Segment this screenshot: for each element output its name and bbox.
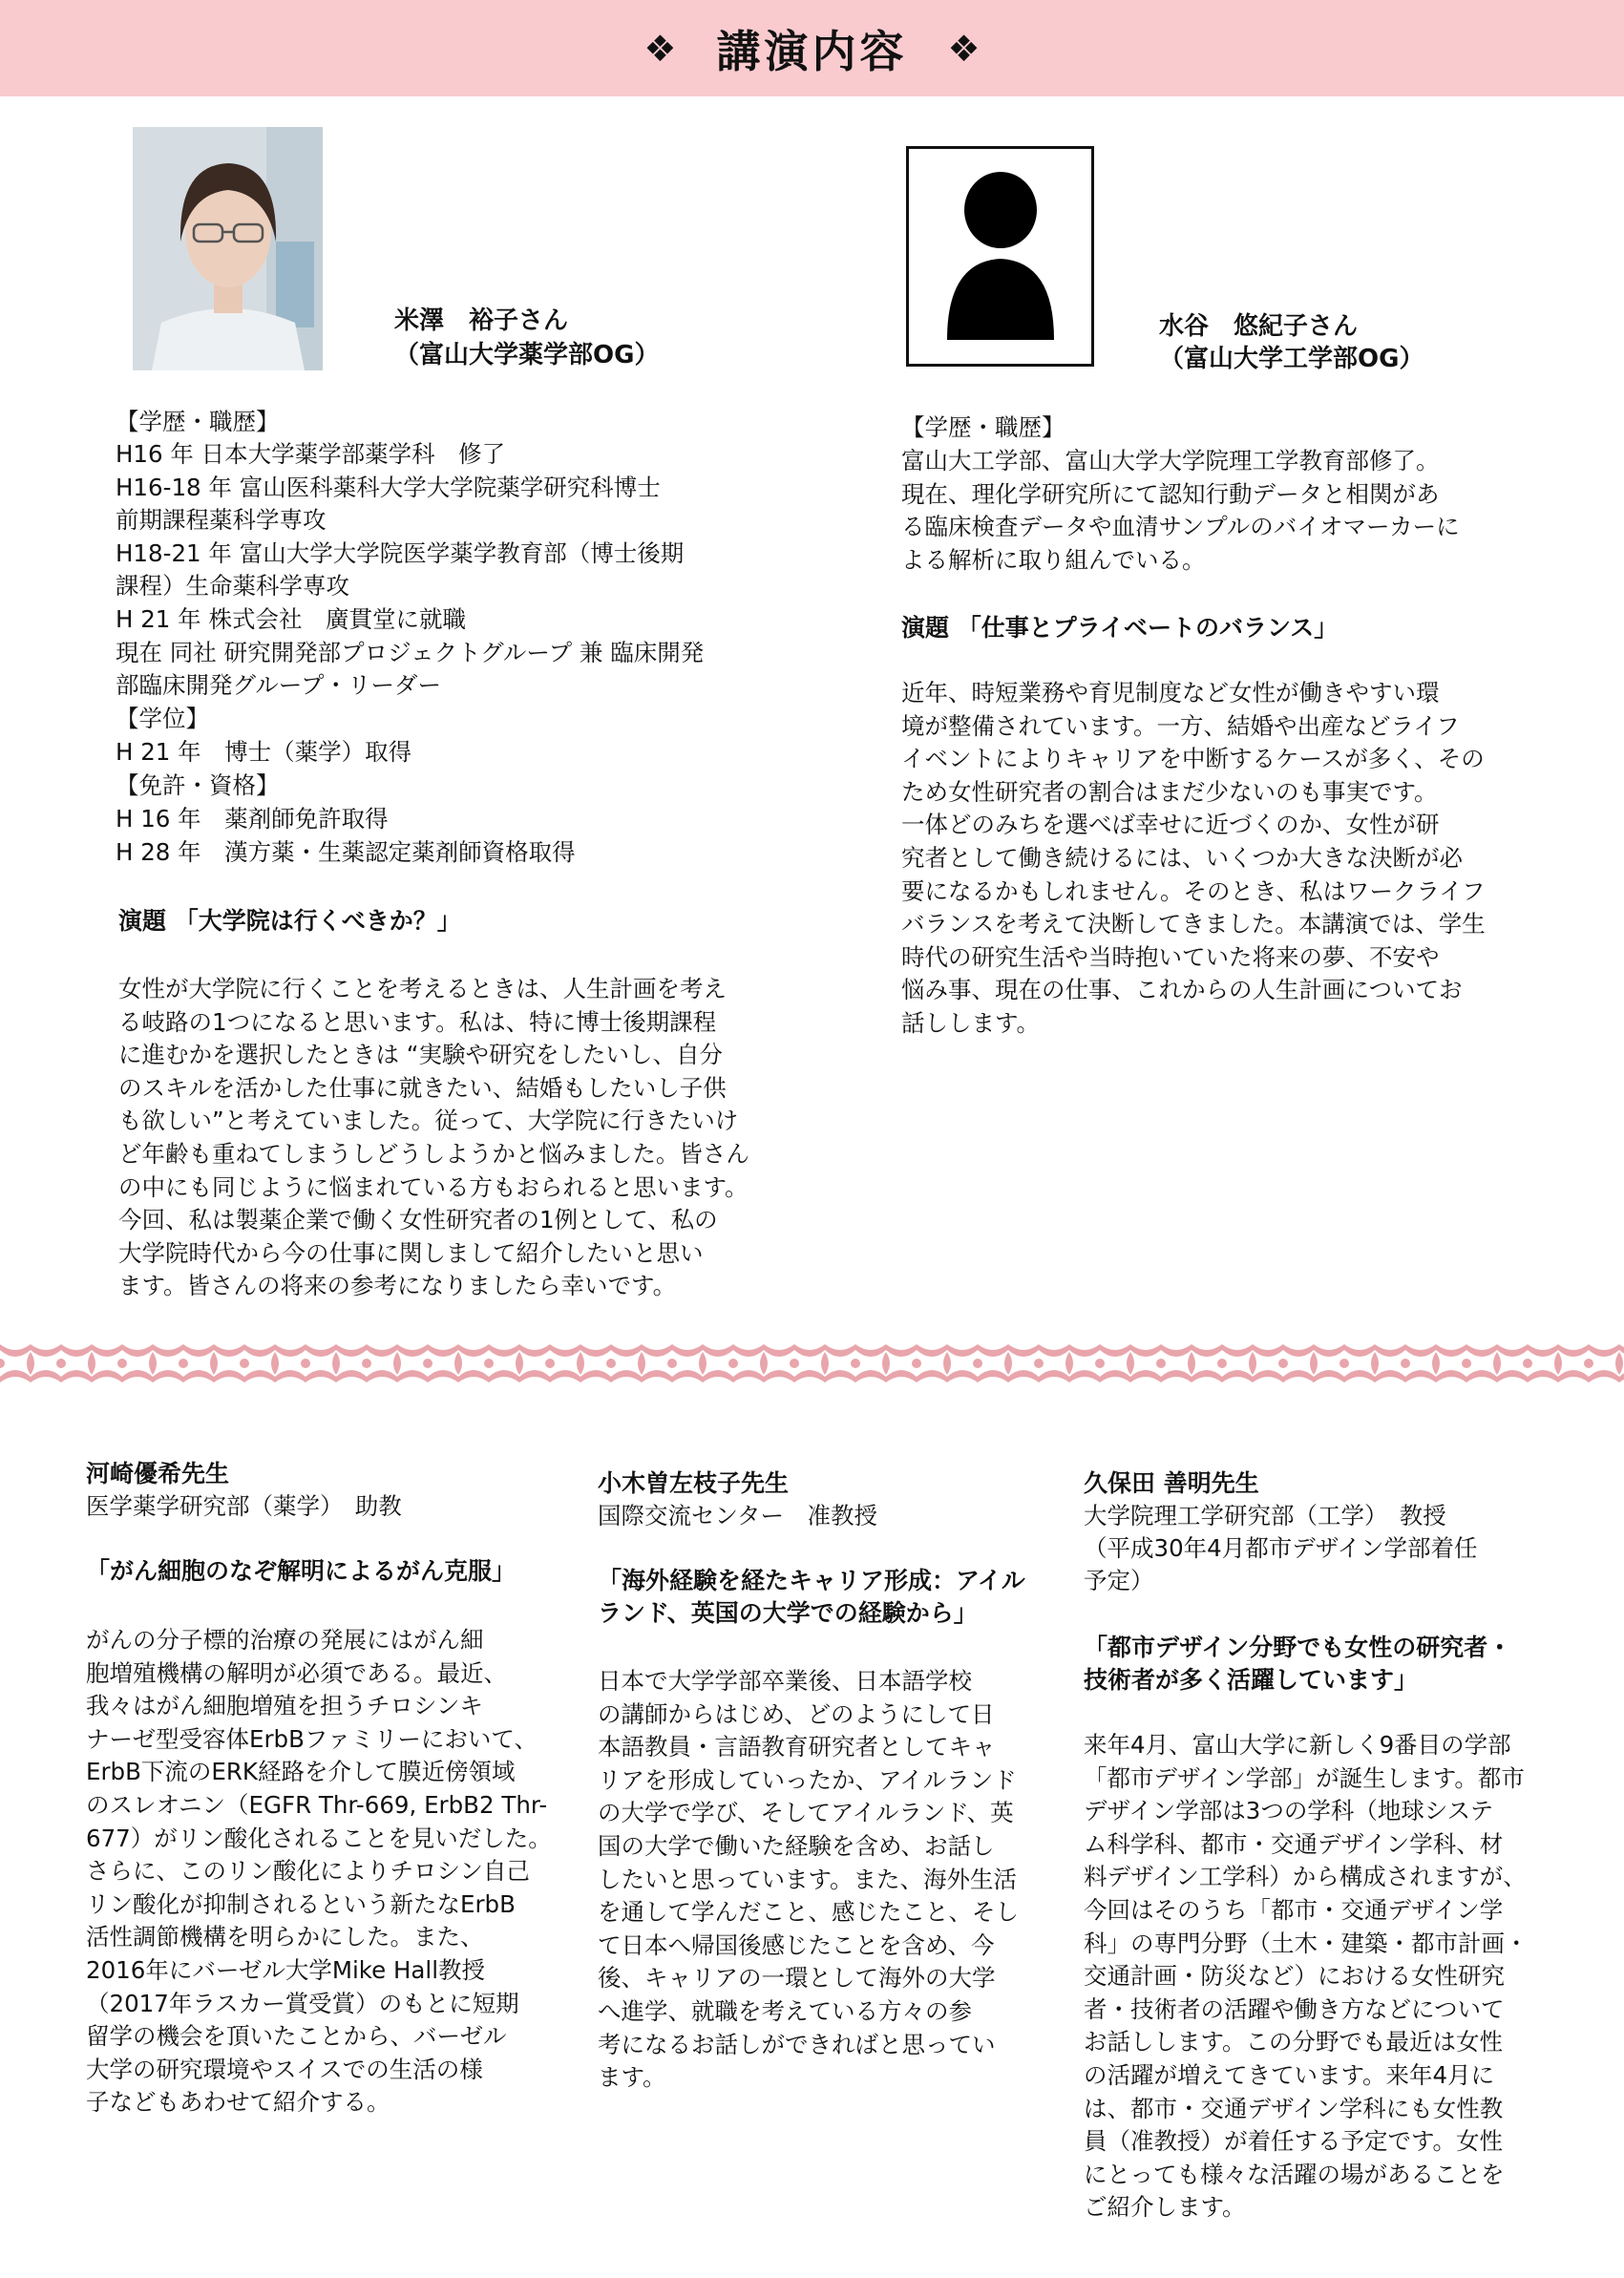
- lecturer2-talk-title: 「海外経験を経たキャリア形成：アイル ランド、英国の大学での経験から」: [598, 1567, 1025, 1627]
- speaker1-degree: H 21 年 博士（薬学）取得: [116, 738, 412, 766]
- lecturer1-talk-title: 「がん細胞のなぞ解明によるがん克服」: [86, 1557, 517, 1585]
- speaker1-name: 米澤 裕子さん: [394, 306, 569, 335]
- decorative-divider: [0, 1335, 1624, 1392]
- lecturer3-talk-body: 来年4月、富山大学に新しく9番目の学部 「都市デザイン学部」が誕生します。都市 デザイン学部は3つの学科（地球システ ム科学科、都市・交通デザイン学科、材 料デザイン工学科）から構成されますが、 今回はそのうち「都市・交通デザイン学 科」の専門分野（土木・建築・都市計画・ 交通計画・防災など）における女性研究 者・技術者の活躍や働き方などについて お話しします。この分野でも最近は女性 の活躍が増えてきています。来年4月に は、都市・交通デザイン学科にも女性教 員（准教授）が着任する予定です。女性 にとっても様々な活躍の場があることを ご紹介します。: [1084, 1731, 1529, 2222]
- person-silhouette-icon: [909, 149, 1091, 364]
- header-banner: [0, 0, 1624, 96]
- lecturer3-role: 大学院理工学研究部（工学） 教授 （平成30年4月都市デザイン学部着任 予定）: [1084, 1502, 1478, 1594]
- lecturer2-role: 国際交流センター 准教授: [598, 1502, 878, 1529]
- diamond-ornament-icon: ❖: [947, 27, 981, 70]
- lecturer1-role: 医学薬学研究部（薬学） 助教: [86, 1492, 402, 1520]
- speaker1-degree-heading: 【学位】: [116, 705, 209, 732]
- speaker1-affiliation: （富山大学薬学部OG）: [394, 341, 660, 369]
- speaker1-career: H16 年 日本大学薬学部薬学科 修了 H16-18 年 富山医科薬科大学大学院薬学研究科博士 前期課程薬科学専攻 H18-21 年 富山大学大学院医学薬学教育部（博士後期 課程）生命薬科学専攻 H 21 年 株式会社 廣貫堂に就職 現在 同社 研究開発部プロジェクトグループ 兼 臨床開発 部臨床開発グループ・リーダー: [116, 440, 705, 700]
- speaker2-career: 富山大工学部、富山大学大学院理工学教育部修了。 現在、理化学研究所にて認知行動データと相関があ る臨床検査データや血清サンプルのバイオマーカーに よる解析に取り組んでいる。: [901, 447, 1460, 574]
- speaker1-talk-title: 演題 「大学院は行くべきか？」: [118, 907, 461, 935]
- speaker2-affiliation: （富山大学工学部OG）: [1159, 345, 1424, 373]
- lecturer3-talk-title: 「都市デザイン分野でも女性の研究者・ 技術者が多く活躍しています」: [1084, 1634, 1512, 1694]
- speaker2-talk-title: 演題 「仕事とプライベートのバランス」: [901, 614, 1339, 642]
- speaker2-name: 水谷 悠紀子さん: [1159, 312, 1359, 341]
- page-title: 講演内容: [716, 25, 908, 77]
- speaker1-career-heading: 【学歴・職歴】: [116, 408, 280, 435]
- diamond-ornament-icon: ❖: [643, 27, 677, 70]
- speaker2-avatar-placeholder: [906, 146, 1094, 367]
- speaker1-photo: [133, 127, 323, 370]
- lecturer1-talk-body: がんの分子標的治療の発展にはがん細 胞増殖機構の解明が必須である。最近、 我々はがん細胞増殖を担うチロシンキ ナーゼ型受容体ErbBファミリーにおいて、 ErbB下流のERK経路を介して膜近傍領域 のスレオニン（EGFR Thr-669, ErbB2 Thr- 677）がリン酸化されることを見いだした。 さらに、このリン酸化によりチロシン自己 リン酸化が抑制されるという新たなErbB 活性調節機構を明らかにした。また、 2016年にバーゼル大学Mike Hall教授 （2017年ラスカー賞受賞）のもとに短期 留学の機会を頂いたことから、バーゼル 大学の研究環境やスイスでの生活の様 子などもあわせて紹介する。: [86, 1626, 552, 2117]
- speaker2-talk-body: 近年、時短業務や育児制度など女性が働きやすい環 境が整備されています。一方、結婚や出産などライフ イベントによりキャリアを中断するケースが多く、その ため女性研究者の割合はまだ少ないのも事実です。 一体どのみちを選べば幸せに近づくのか、女性が研 究者として働き続けるには、いくつか大きな決断が必 要になるかもしれません。そのとき、私はワークライフ バランスを考えて決断してきました。本講演では、学生 時代の研究生活や当時抱いていた将来の夢、不安や 悩み事、現在の仕事、これからの人生計画についてお 話しします。: [901, 679, 1486, 1037]
- speaker1-licenses: H 16 年 薬剤師免許取得 H 28 年 漢方薬・生薬認定薬剤師資格取得: [116, 805, 576, 866]
- speaker1-license-heading: 【免許・資格】: [116, 771, 280, 799]
- lecturer2-name: 小木曽左枝子先生: [598, 1469, 790, 1497]
- speaker1-talk-body: 女性が大学院に行くことを考えるときは、人生計画を考え る岐路の1つになると思います。私は、特に博士後期課程 に進むかを選択したときは “実験や研究をしたいし、自分 のスキルを活かした仕事に就きたい、結婚もしたいし子供 も欲しい”と考えていました。従って、大学院に行きたいけ ど年齢も重ねてしまうしどうしようかと悩みました。皆さん の中にも同じように悩まれている方もおられると思います。 今回、私は製薬企業で働く女性研究者の1例として、私の 大学院時代から今の仕事に関しまして紹介したいと思い ます。皆さんの将来の参考になりましたら幸いです。: [118, 975, 749, 1300]
- lecturer1-name: 河崎優希先生: [86, 1460, 230, 1487]
- lecturer3-name: 久保田 善明先生: [1084, 1469, 1259, 1497]
- speaker2-career-heading: 【学歴・職歴】: [901, 413, 1065, 441]
- lecturer2-talk-body: 日本で大学学部卒業後、日本語学校 の講師からはじめ、どのようにして日 本語教員・言語教育研究者としてキャ リアを形成していったか、アイルランド の大学で学び、そしてアイルランド、英 国の大学で働いた経験を含め、お話し したいと思っています。また、海外生活 を通して学んだこと、感じたこと、そし て日本へ帰国後感じたことを含め、今 後、キャリアの一環として海外の大学 へ進学、就職を考えている方々の参 考になるお話しができればと思ってい ます。: [598, 1667, 1019, 2092]
